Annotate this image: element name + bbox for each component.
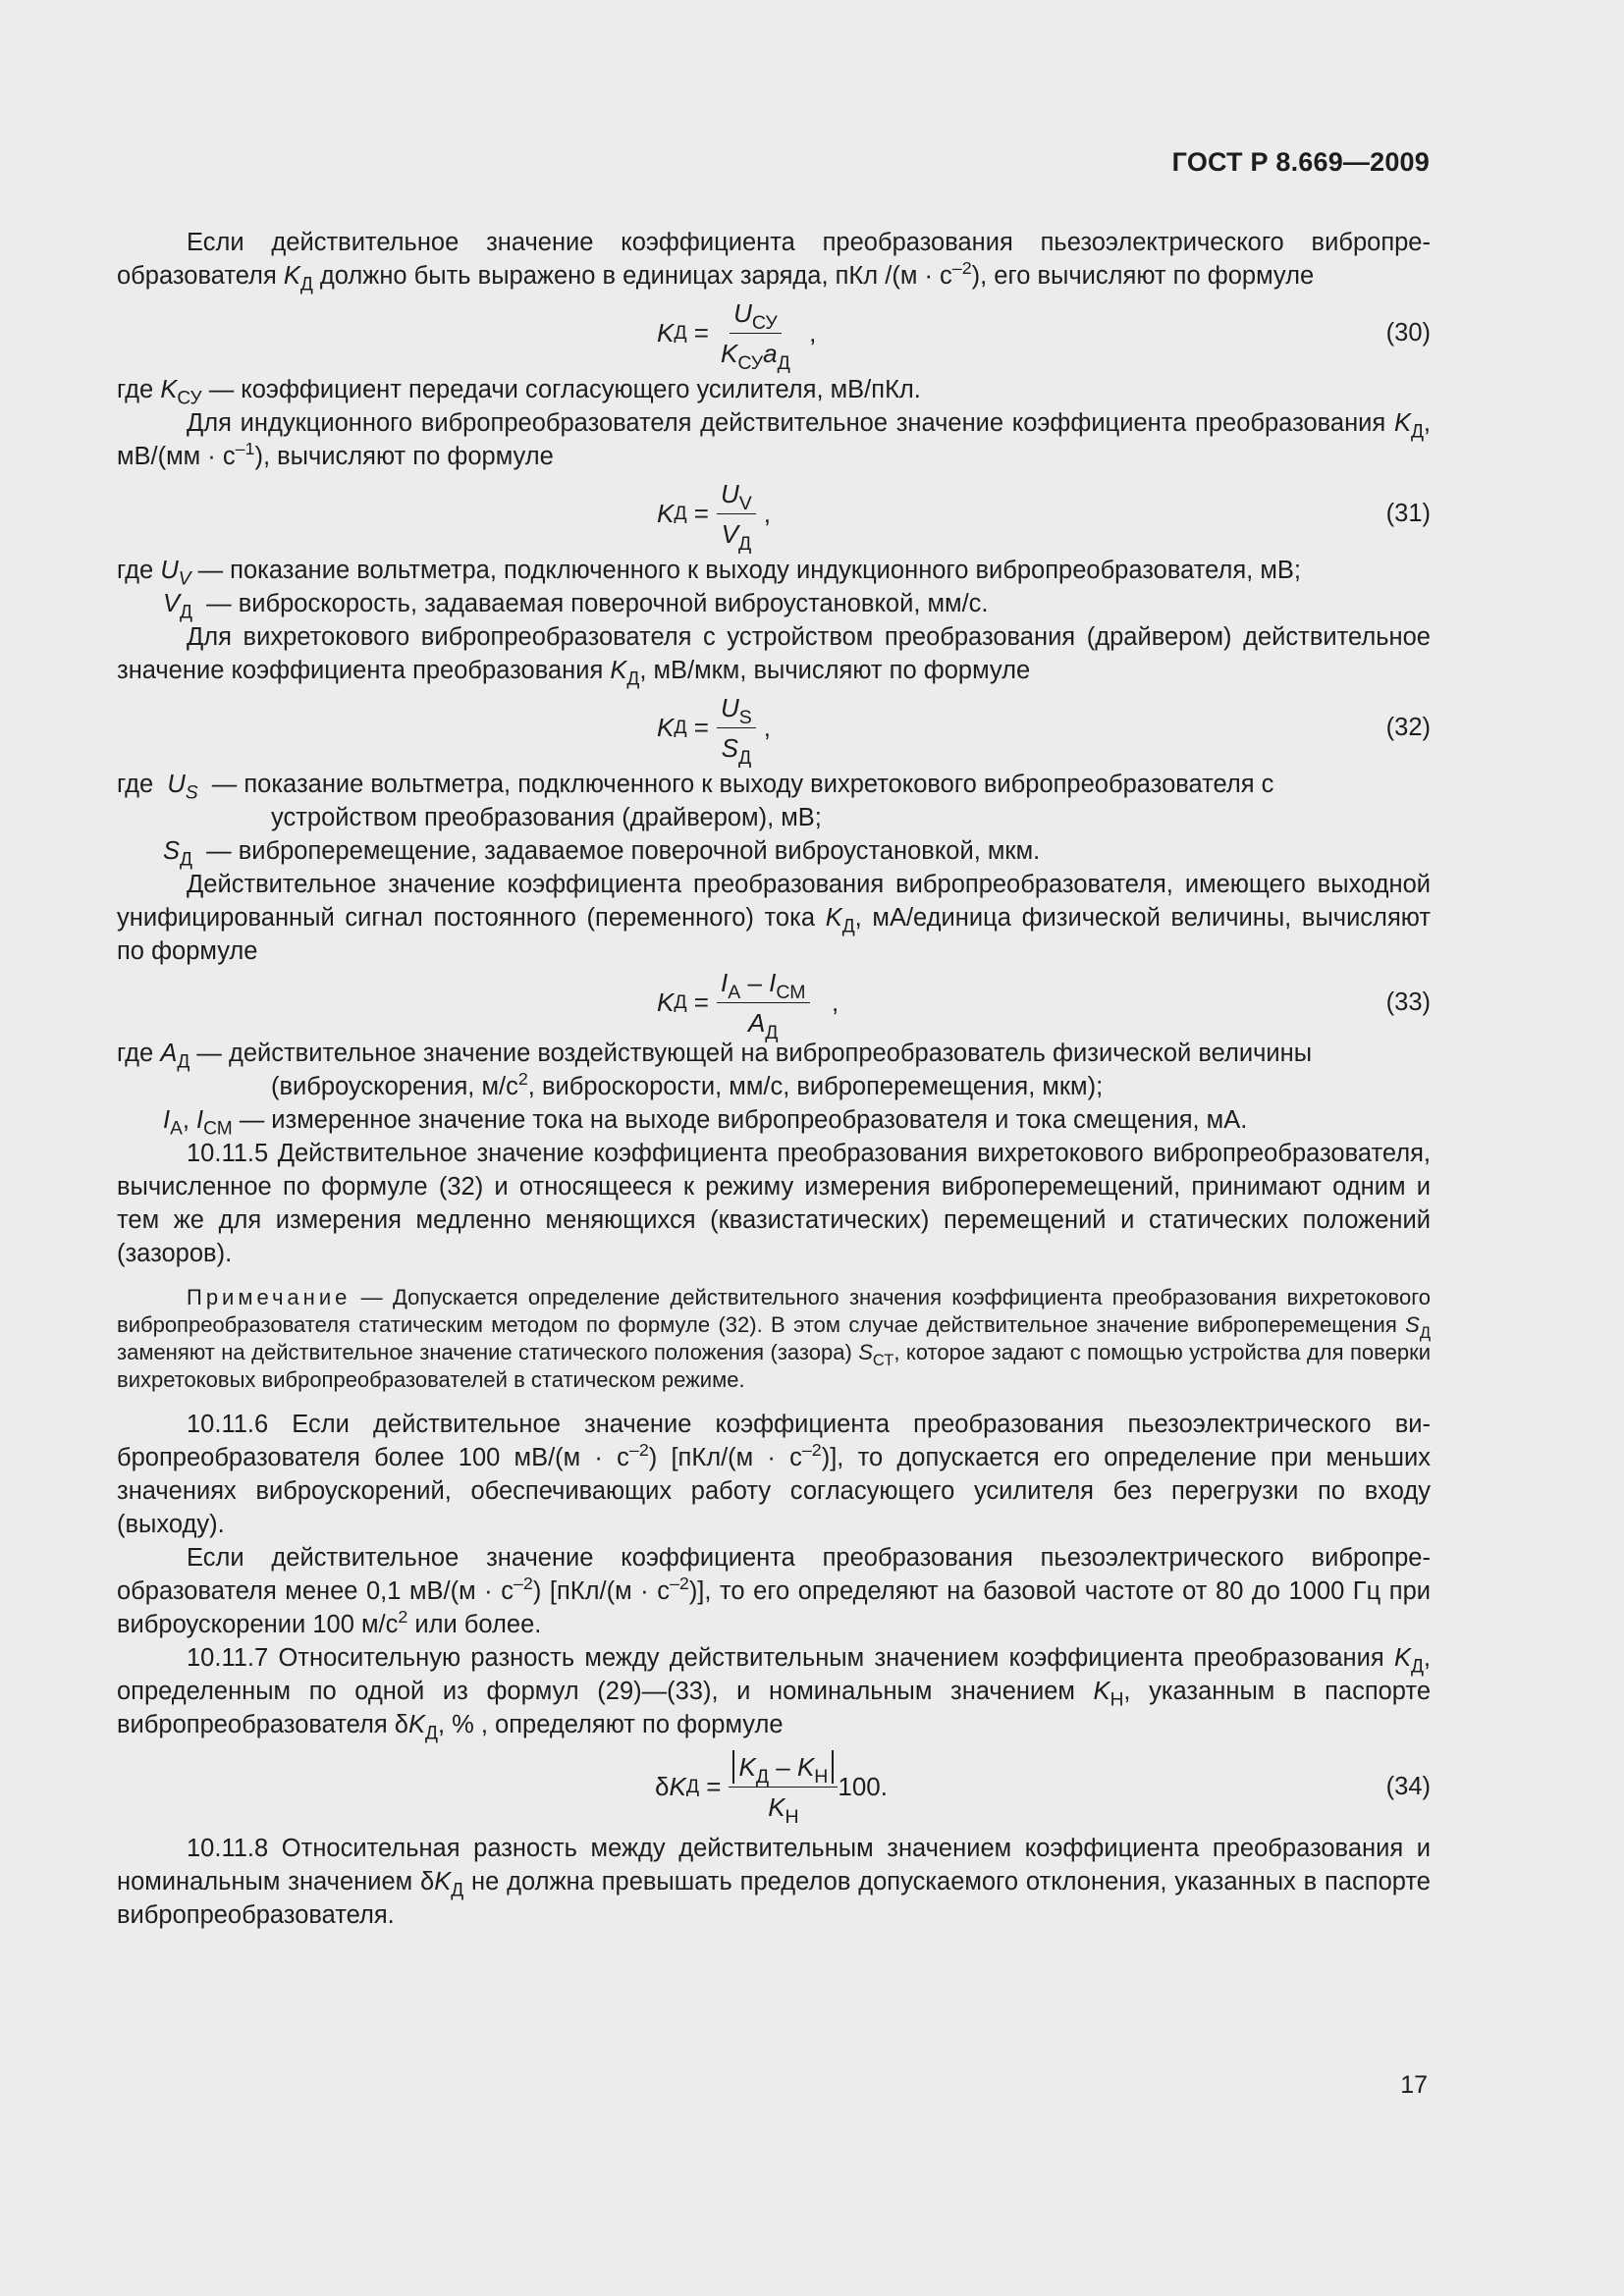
- fraction: $\frac{U_S}{S_Д}$: [717, 691, 756, 765]
- paragraph: 10.11.6 Если действительное значение коэффициента преобразования пьезоэлектрического вибропреобразователя более 100 $мВ/(м \cdot с^{-2})$ $[пКл/(м \cdot с^{-2})]$, то допускается его определение при меньших значениях виброускорений, обеспечивающих работу согласующего усилителя без перегрузки по входу (выходу).: [117, 1411, 1431, 1538]
- where-clause: $S_Д$ — виброперемещение, задаваемое поверочной виброустановкой, мкм.: [163, 837, 1041, 871]
- absolute-value: $K_Д - K_Н$: [732, 1750, 834, 1784]
- formula-number: (31): [1385, 500, 1431, 527]
- paragraph: Если действительное значение коэффициента преобразования пьезоэлектрического вибропреобразователя менее 0,1 $мВ/(м \cdot с^{-2})$ $[пКл/(м \cdot с^{-2})]$, то его определяют на базовой частоте от 80 до 1000 Гц при виброускорении 100 $м/с^2$ или более.: [117, 1544, 1431, 1638]
- formula-32: K Д = $\frac{U_S}{S_Д}$ , (32): [657, 692, 1431, 769]
- where-clause: (виброускорения, $м/с^2$, виброскорости, мм/с, виброперемещения, мкм);: [271, 1069, 1104, 1100]
- paragraph: Действительное значение коэффициента преобразования вибропреобразователя, имеющего выходной унифицированный сигнал постоянного (переменного) тока $K_Д$, мА/единица физической величины, вычисляют по формуле: [117, 871, 1431, 965]
- paragraph: 10.11.7 Относительную разность между действительным значением коэффициента преобразования $K_Д$, определенным по одной из формул (29)—(33), и номинальным значением $K_Н$, указанным в паспорте вибропреобразователя $\delta K_Д$, % , определяют по формуле: [117, 1644, 1432, 1744]
- where-clause: где $U_S$ — показание вольтметра, подключенного к выходу вихретокового вибропреобразователя с: [117, 771, 1274, 804]
- document-id: ГОСТ Р 8.669—2009: [1171, 147, 1430, 177]
- paragraph: 10.11.8 Относительная разность между действительным значением коэффициента преобразования и номинальным значением $\delta K_Д$ не должна превышать пределов допускаемого отклонения, указанных в паспорте вибропреобразователя.: [117, 1835, 1431, 1929]
- where-clause: устройством преобразования (драйвером), мВ;: [271, 804, 822, 831]
- where-clause: где $U_V$ — показание вольтметра, подключенного к выходу индукционного вибропреобразователя, мВ;: [117, 557, 1301, 590]
- where-clause: где $A_Д$ — действительное значение воздействующей на вибропреобразователь физической величины: [117, 1040, 1313, 1073]
- paragraph: Для индукционного вибропреобразователя действительное значение коэффициента преобразования $K_Д$, $мВ/(мм \cdot с^{-1})$, вычисляют по формуле: [117, 409, 1431, 470]
- where-clause: $V_Д$ — виброскорость, задаваемая поверочной виброустановкой, мм/с.: [163, 590, 989, 623]
- formula-number: (30): [1385, 319, 1431, 347]
- formula-number: (32): [1385, 714, 1431, 741]
- formula-number: (33): [1385, 988, 1431, 1016]
- fraction: $\frac{K_Д - K_Н}{K_Н}$: [729, 1750, 838, 1824]
- paragraph: 10.11.5 Действительное значение коэффициента преобразования вихретокового вибропреобразователя, вычисленное по формуле (32) и относящееся к режиму измерения виброперемещений, принимают одним и тем же для измерения медленно меняющихся (квазистатических) перемещений и статических положений (зазоров).: [117, 1140, 1431, 1267]
- where-clause: $I_A$, $I_{СМ}$ — измеренное значение тока на выходе вибропреобразователя и тока смещения, мА.: [163, 1106, 1248, 1140]
- formula-33: K Д = $\frac{I_A - I_{СМ}}{A_Д}$ , (33): [657, 967, 1431, 1043]
- note: Примечание — Допускается определение действительного значения коэффициента преобразования вихретокового вибропреобразователя статическим методом по формуле (32). В этом случае действительное значение виброперемещения $S_Д$ заменяют на действительное значение статического положения (зазора) $S_{СТ}$, которое задают с помощью устройства для поверки вихретоковых вибропреобразователей в статическом режиме.: [117, 1285, 1431, 1392]
- fraction: $\frac{U_{СУ}}{K_{СУ}a_Д}$: [720, 297, 790, 374]
- formula-number: (34): [1385, 1773, 1431, 1800]
- paragraph: Для вихретокового вибропреобразователя с устройством преобразования (драйвером) действительное значение коэффициента преобразования $K_Д$, мВ/мкм, вычисляют по формуле: [117, 623, 1431, 690]
- page-number: 17: [1400, 2071, 1428, 2099]
- formula-34: δ K Д = $\frac{K_Д - K_Н}{K_Н}$ 100. (34): [655, 1751, 1431, 1828]
- formula-30: K Д = $\frac{U_{СУ}}{K_{СУ}a_Д}$ , (30): [657, 297, 1431, 374]
- fraction: $\frac{I_A - I_{СМ}}{A_Д}$: [717, 966, 810, 1040]
- formula-31: K Д = $\frac{U_V}{V_Д}$ , (31): [657, 478, 1431, 555]
- fraction: $\frac{U_V}{V_Д}$: [717, 477, 756, 551]
- document-body: [117, 226, 1431, 1932]
- where-clause: где $K_{СУ}$ — коэффициент передачи согласующего усилителя, мВ/пКл.: [117, 376, 921, 409]
- paragraph: Если действительное значение коэффициента преобразования пьезоэлектрического вибропреобразователя $K_Д$ должно быть выражено в единицах заряда, пКл $/(м \cdot с^{-2})$, его вычисляют по формуле: [117, 229, 1431, 295]
